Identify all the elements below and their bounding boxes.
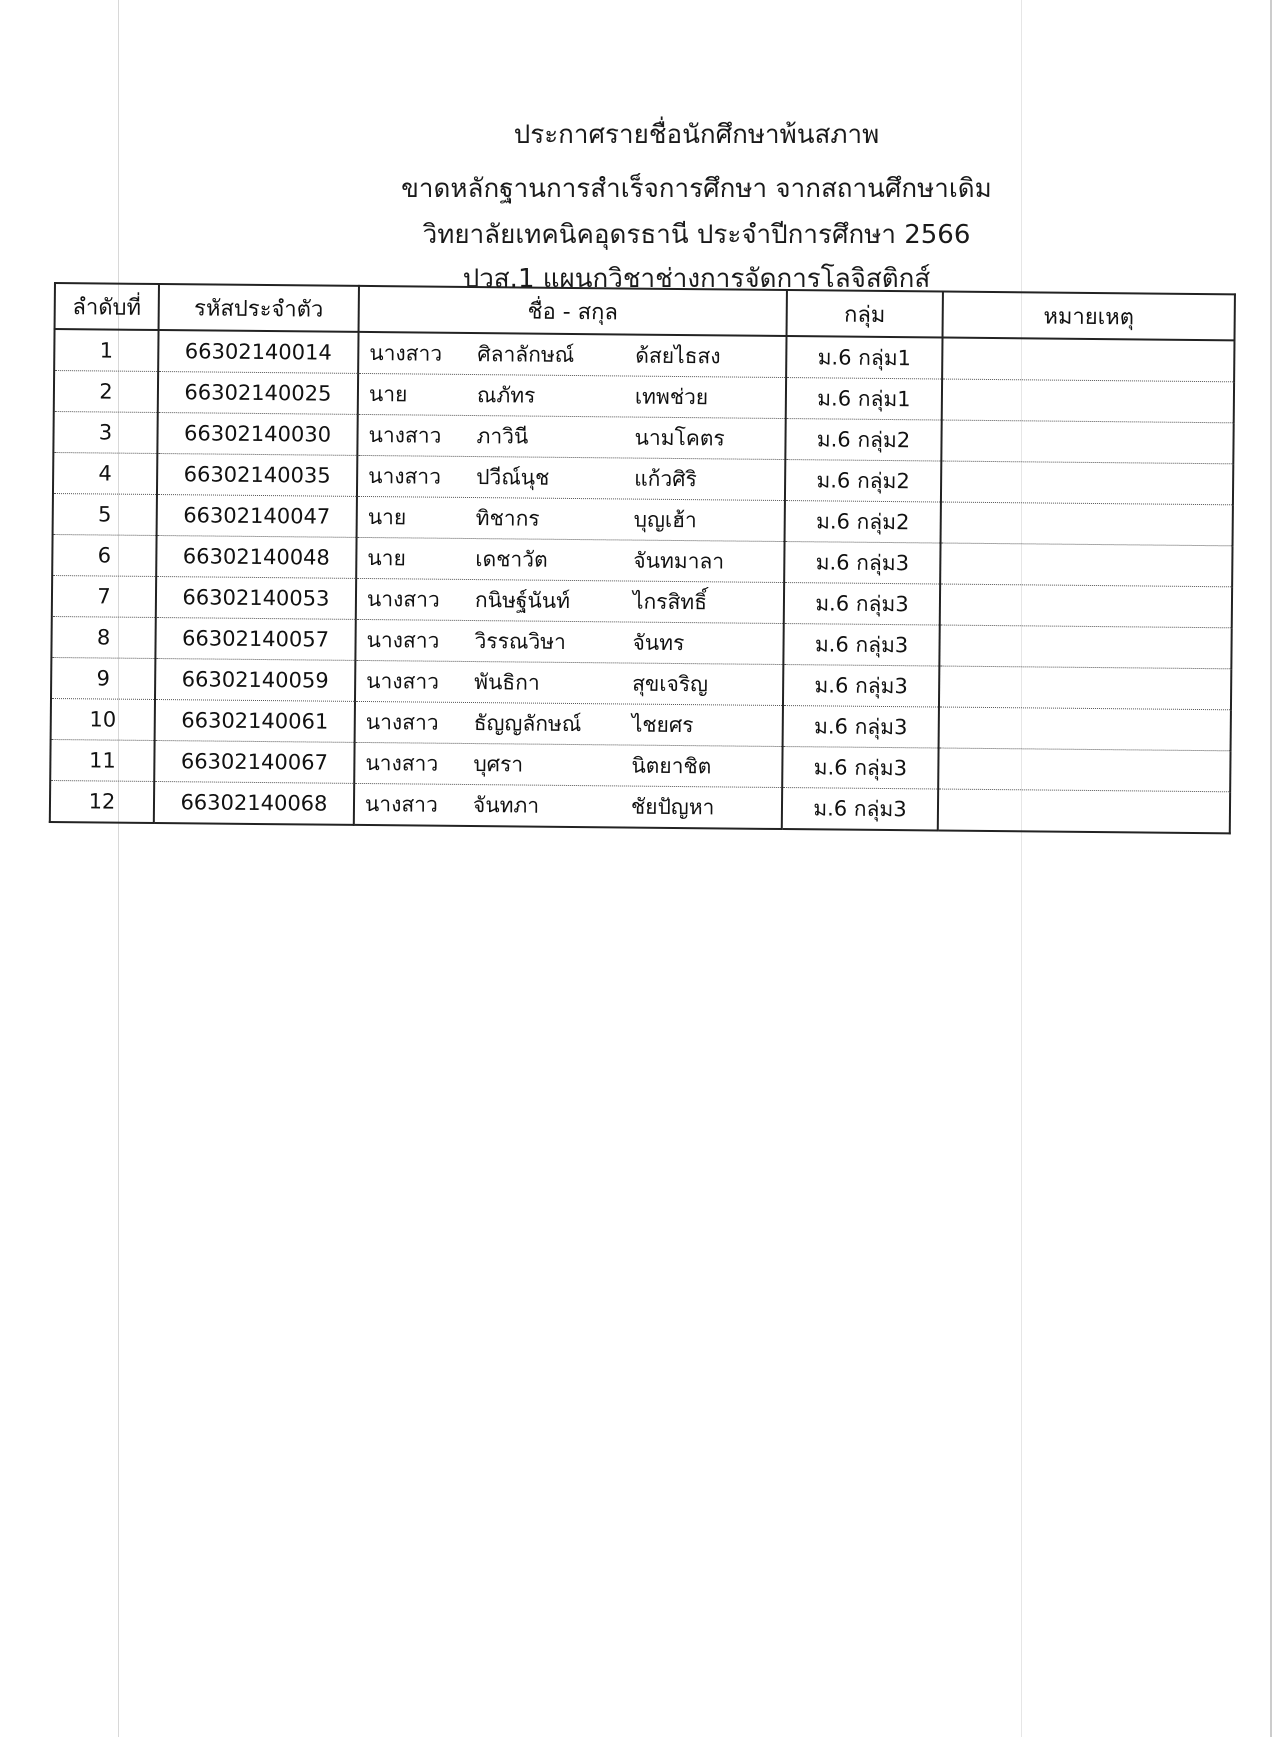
first-name: กนิษฐ์นันท์ xyxy=(474,587,571,613)
student-full-name xyxy=(354,742,782,787)
last-name: ด้สยไธสง xyxy=(635,343,721,368)
name-parts xyxy=(358,459,784,496)
first-name: จันทภา xyxy=(472,792,540,818)
student-group: ม.6 กลุ่ม3 xyxy=(784,542,940,584)
name-parts xyxy=(355,787,781,824)
student-full-name xyxy=(357,414,785,459)
name-prefix: นางสาว xyxy=(366,668,440,694)
last-name: แก้วศิริ xyxy=(634,466,697,491)
row-number: 10 xyxy=(51,698,155,740)
remark xyxy=(940,543,1232,587)
remark xyxy=(941,461,1233,505)
first-name: ทิชากร xyxy=(475,505,540,531)
name-prefix: นางสาว xyxy=(365,709,439,735)
name-parts xyxy=(356,705,782,742)
college-and-year: วิทยาลัยเทคนิคอุดรธานี ประจำปีการศึกษา 2566 xyxy=(422,220,971,250)
first-name: เดชาวัต xyxy=(475,546,548,572)
scan-artifact-line xyxy=(118,0,119,1737)
row-number: 4 xyxy=(53,453,157,495)
first-name: ณภัทร xyxy=(476,382,536,408)
student-full-name xyxy=(356,578,784,623)
row-number: 1 xyxy=(54,329,158,371)
name-parts xyxy=(358,418,784,455)
name-parts xyxy=(356,623,782,660)
name-prefix: นางสาว xyxy=(365,750,439,776)
name-prefix: นางสาว xyxy=(364,791,438,817)
name-prefix: นาย xyxy=(368,381,408,406)
remark xyxy=(939,707,1231,751)
row-number: 8 xyxy=(51,616,155,658)
student-full-name xyxy=(357,455,785,500)
student-full-name xyxy=(358,373,786,418)
row-number: 2 xyxy=(54,371,158,413)
last-name: ไกรสิทธิ์ xyxy=(632,589,708,614)
student-group: ม.6 กลุ่ม2 xyxy=(785,460,941,502)
student-group: ม.6 กลุ่ม1 xyxy=(786,336,942,379)
row-number: 7 xyxy=(52,575,156,617)
student-full-name xyxy=(355,619,783,664)
name-parts xyxy=(359,377,785,414)
student-id: 66302140035 xyxy=(157,454,357,497)
col-header-student-id: รหัสประจำตัว xyxy=(159,284,359,332)
row-number: 3 xyxy=(53,412,157,454)
remark xyxy=(939,625,1231,669)
first-name: ภาวินี xyxy=(476,423,529,449)
student-id: 66302140068 xyxy=(154,781,354,824)
student-id: 66302140057 xyxy=(155,617,355,660)
student-id: 66302140067 xyxy=(154,740,354,783)
student-id: 66302140047 xyxy=(157,494,357,537)
name-prefix: นางสาว xyxy=(369,340,443,366)
student-id: 66302140059 xyxy=(155,658,355,701)
first-name: ศิลาลักษณ์ xyxy=(477,341,575,367)
student-full-name xyxy=(356,537,784,582)
student-group: ม.6 กลุ่ม3 xyxy=(783,624,939,666)
student-id: 66302140053 xyxy=(156,576,356,619)
first-name: พันธิกา xyxy=(474,669,540,695)
remark xyxy=(940,584,1232,628)
last-name: ไชยศร xyxy=(631,712,694,737)
col-header-no: ลำดับที่ xyxy=(55,283,159,330)
col-header-name: ชื่อ - สกุล xyxy=(359,286,787,336)
remark xyxy=(939,666,1231,710)
student-group: ม.6 กลุ่ม2 xyxy=(785,501,941,543)
student-id: 66302140025 xyxy=(158,372,358,415)
name-prefix: นางสาว xyxy=(368,422,442,448)
student-group: ม.6 กลุ่ม3 xyxy=(782,788,938,831)
name-parts xyxy=(355,746,781,783)
row-number: 6 xyxy=(52,534,156,576)
row-number: 5 xyxy=(53,493,157,535)
name-prefix: นางสาว xyxy=(366,627,440,653)
student-group: ม.6 กลุ่ม1 xyxy=(786,378,942,420)
first-name: ปวีณ์นุช xyxy=(476,464,550,490)
remark xyxy=(941,502,1233,546)
name-prefix: นาย xyxy=(367,504,407,529)
student-id: 66302140048 xyxy=(156,535,356,578)
name-prefix: นางสาว xyxy=(368,463,442,489)
last-name: บุญเฮ้า xyxy=(633,507,697,532)
student-full-name xyxy=(355,660,783,705)
name-prefix: นาย xyxy=(367,545,406,570)
student-group: ม.6 กลุ่ม2 xyxy=(785,419,941,461)
last-name: นิตยาชิต xyxy=(631,753,712,778)
student-full-name xyxy=(354,783,782,829)
name-parts xyxy=(358,500,784,537)
program-department: ปวส.1 แผนกวิชาช่างการจัดการโลจิสติกส์ xyxy=(462,264,931,294)
student-id: 66302140061 xyxy=(155,699,355,742)
remark xyxy=(938,748,1230,792)
name-parts xyxy=(356,664,782,701)
first-name: ธัญญลักษณ์ xyxy=(473,710,582,736)
student-table xyxy=(49,282,1236,834)
student-group: ม.6 กลุ่ม3 xyxy=(783,665,939,707)
student-full-name xyxy=(357,496,785,541)
announcement-title: ประกาศรายชื่อนักศึกษาพ้นสภาพ xyxy=(513,120,880,150)
last-name: เทพช่วย xyxy=(634,384,709,409)
student-id: 66302140014 xyxy=(158,330,358,373)
scan-artifact-line xyxy=(1270,0,1272,1737)
col-header-note: หมายเหตุ xyxy=(943,292,1235,341)
student-group: ม.6 กลุ่ม3 xyxy=(783,706,939,748)
student-group: ม.6 กลุ่ม3 xyxy=(784,583,940,625)
student-id: 66302140030 xyxy=(157,413,357,456)
col-header-group: กลุ่ม xyxy=(787,290,943,337)
last-name: สุขเจริญ xyxy=(632,671,709,696)
first-name: วิรรณวิษา xyxy=(474,628,566,654)
last-name: ชัยปัญหา xyxy=(630,794,715,819)
student-full-name xyxy=(358,332,786,378)
row-number: 11 xyxy=(50,739,154,781)
announcement-reason: ขาดหลักฐานการสำเร็จการศึกษา จากสถานศึกษาเดิม xyxy=(401,174,992,204)
last-name: จันทร xyxy=(632,630,685,655)
row-number: 12 xyxy=(50,780,154,822)
remark xyxy=(941,420,1233,464)
last-name: จันทมาลา xyxy=(633,548,725,573)
last-name: นามโคตร xyxy=(634,425,725,450)
student-full-name xyxy=(355,701,783,746)
remark xyxy=(942,338,1234,382)
remark xyxy=(942,379,1234,423)
student-group: ม.6 กลุ่ม3 xyxy=(782,747,938,789)
name-parts xyxy=(359,336,785,373)
student-table-container xyxy=(49,282,1234,834)
first-name: บุศรา xyxy=(473,751,524,777)
remark xyxy=(938,789,1230,833)
name-parts xyxy=(357,582,783,619)
row-number: 9 xyxy=(51,657,155,699)
name-prefix: นางสาว xyxy=(366,586,440,612)
name-parts xyxy=(357,541,783,578)
scan-artifact-line xyxy=(1021,0,1022,1737)
table-body xyxy=(50,329,1235,833)
